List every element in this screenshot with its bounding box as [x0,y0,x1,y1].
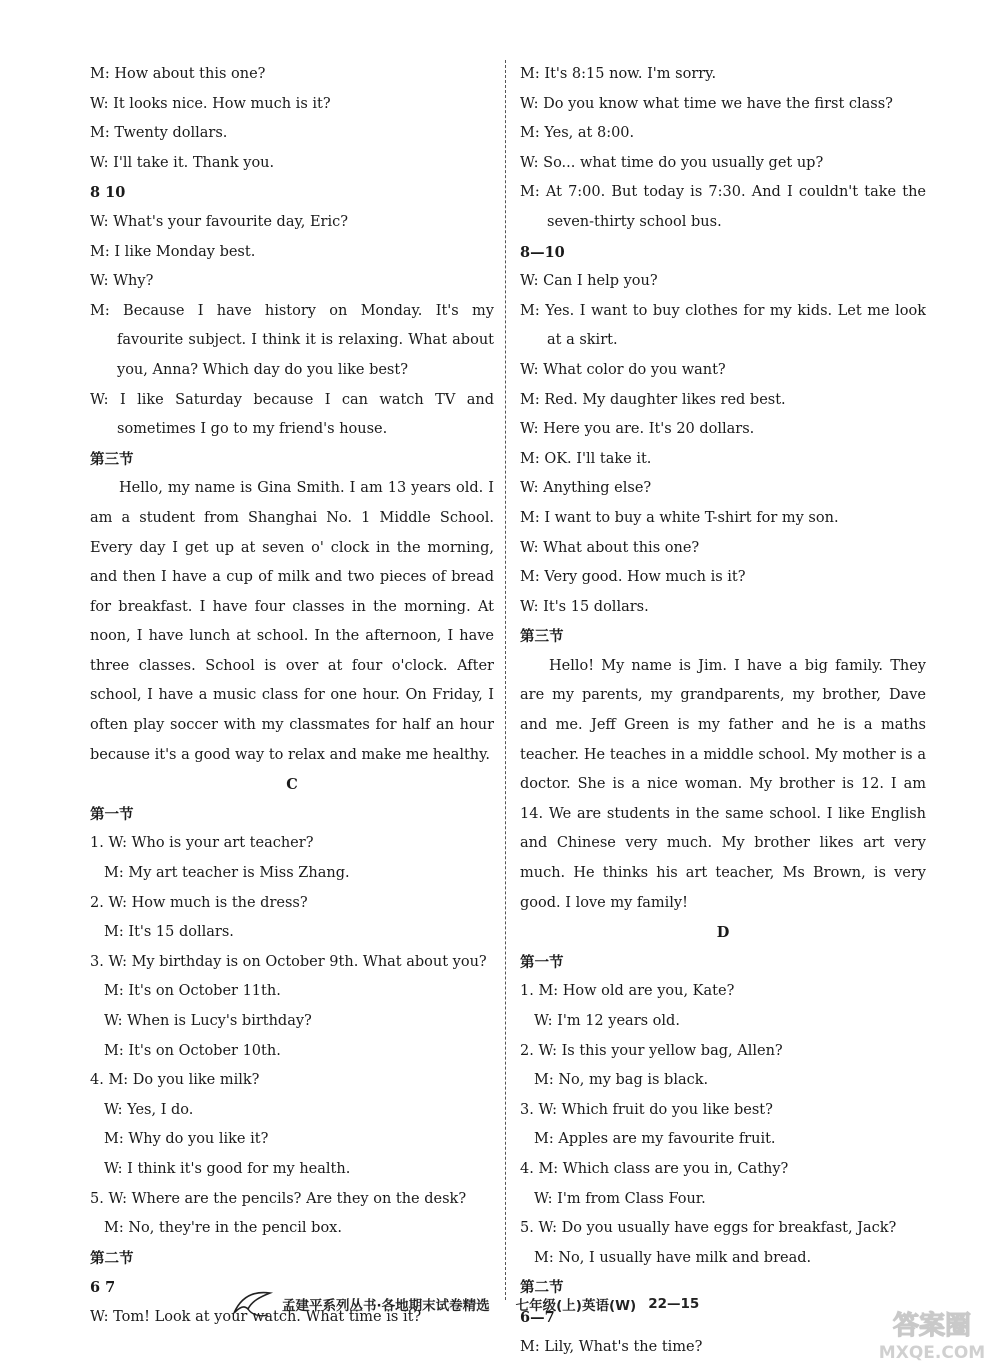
text-line: M: Apples are my favourite fruit. [534,1131,776,1148]
text-line: 1. M: How old are you, Kate? [520,983,735,1000]
text-line: W: I'm 12 years old. [534,1013,680,1029]
text-line: C [286,776,298,794]
text-line: 第三节 [90,450,134,468]
text-line: W: What's your favourite day, Eric? [90,213,349,230]
text-line: W: When is Lucy's birthday? [104,1013,312,1029]
text-line: M: At 7:00. But today is 7:30. And I couldn't take the seven-thirty school bus. [520,184,926,230]
text-line: W: Tom! Look at your watch. What time is it? [90,1308,422,1325]
text-line: M: OK. I'll take it. [520,450,652,467]
text-line: M: Very good. How much is it? [520,569,746,586]
grade-subject: 七年级(上)英语(W) [515,1298,637,1314]
text-line: W: What about this one? [520,539,700,556]
text-line: M: Yes. I want to buy clothes for my kids. Let me look at a skirt. [520,302,926,349]
text-line: W: It's 15 dollars. [520,598,649,615]
text-line: 6 7 [90,1279,116,1297]
text-line: M: Red. My daughter likes red best. [520,391,786,408]
right-column [520,60,926,1362]
text-line: D [716,924,730,942]
text-line: 第二节 [520,1279,564,1297]
text-line: 5. W: Where are the pencils? Are they on the desk? [90,1190,467,1207]
text-line: M: It's on October 11th. [104,983,281,1000]
text-line: M: Yes, at 8:00. [520,125,635,142]
text-line: W: It looks nice. How much is it? [90,95,331,112]
text-line: 第一节 [520,953,564,971]
text-line: M: No, they're in the pencil box. [104,1220,342,1237]
text-line: 3. W: Which fruit do you like best? [520,1101,773,1118]
text-line: W: Why? [90,273,154,290]
text-line: W: What color do you want? [520,361,726,378]
text-line: M: It's on October 10th. [104,1042,281,1059]
text-line: 第一节 [90,805,134,823]
text-line: M: Because I have history on Monday. It's my favourite subject. I think it is relaxing. What about you, Anna? Which day do you like best? [90,302,494,378]
watermark-text: 答案圈 [892,1311,972,1341]
text-line: M: I want to buy a white T-shirt for my son. [520,509,839,526]
page-footer [230,1284,790,1324]
watermark-logo [872,1304,992,1366]
text-line: M: My art teacher is Miss Zhang. [104,865,350,882]
text-line: 5. W: Do you usually have eggs for breakfast, Jack? [520,1220,897,1237]
text-line: W: Here you are. It's 20 dollars. [520,421,755,438]
column-divider [505,60,506,1300]
text-line: W: I'm from Class Four. [534,1190,706,1207]
text-line: M: How about this one? [90,66,266,82]
text-line: M: I like Monday best. [90,243,256,260]
text-line: M: Why do you like it? [104,1131,269,1148]
text-line: W: So... what time do you usually get up? [520,154,824,171]
text-line: M: No, my bag is black. [534,1072,709,1089]
text-line: M: Twenty dollars. [90,125,228,142]
text-line: 3. W: My birthday is on October 9th. What about you? [90,953,487,970]
text-line: W: Yes, I do. [104,1101,194,1118]
text-line: 2. W: Is this your yellow bag, Allen? [520,1042,783,1059]
series-title: 孟建平系列丛书·各地期末试卷精选 [282,1298,490,1314]
text-line: M: Lily, What's the time? [520,1338,703,1355]
text-line: 8—10 [520,243,565,261]
page-number: 22—15 [648,1296,700,1312]
text-line: 8 10 [90,184,126,202]
text-line: Hello! My name is Jim. I have a big family. They are my parents, my grandparents, my brother, Dave and me. Jeff Green is my father and he is a maths teacher. He teaches in a middle school. My mother is a doctor. She is a nice woman. My brother is 12. I am 14. We are students in the same school. I like English and Chinese very much. My brother likes art very much. He thinks his art teacher, Ms Brown, is very good. I love my family! [520,657,926,911]
text-line: W: I'll take it. Thank you. [90,154,275,171]
text-line: W: I like Saturday because I can watch TV and sometimes I go to my friend's house. [90,391,494,438]
text-line: Hello, my name is Gina Smith. I am 13 years old. I am a student from Shanghai No. 1 Middle School. Every day I get up at seven o' clock in the morning, and then I have a cup of milk and two pieces of bread for breakfast. I have four classes in the morning. At noon, I have lunch at school. In the afternoon, I have three classes. School is over at four o'clock. After school, I have a music class for one hour. On Friday, I often play soccer with my classmates for half an hour because it's a good way to relax and make me healthy. [90,480,494,763]
text-line: 6—7 [520,1308,555,1326]
text-line: 第三节 [520,628,564,646]
text-line: W: Do you know what time we have the first class? [520,95,893,112]
text-line: 2. W: How much is the dress? [90,894,308,911]
text-line: W: Anything else? [520,480,652,497]
text-line: 4. M: Which class are you in, Cathy? [520,1160,789,1177]
text-line: M: It's 15 dollars. [104,924,234,941]
left-column [90,60,494,1333]
text-line: 第二节 [90,1249,134,1267]
text-line: M: No, I usually have milk and bread. [534,1249,812,1266]
text-line: M: It's 8:15 now. I'm sorry. [520,66,717,82]
text-line: 4. M: Do you like milk? [90,1072,260,1089]
text-line: W: Can I help you? [520,273,658,290]
text-line: W: I think it's good for my health. [104,1160,351,1177]
text-line: 1. W: Who is your art teacher? [90,835,314,852]
swallow-logo-icon [230,1287,274,1321]
watermark-site: MXQE.COM [878,1343,986,1363]
